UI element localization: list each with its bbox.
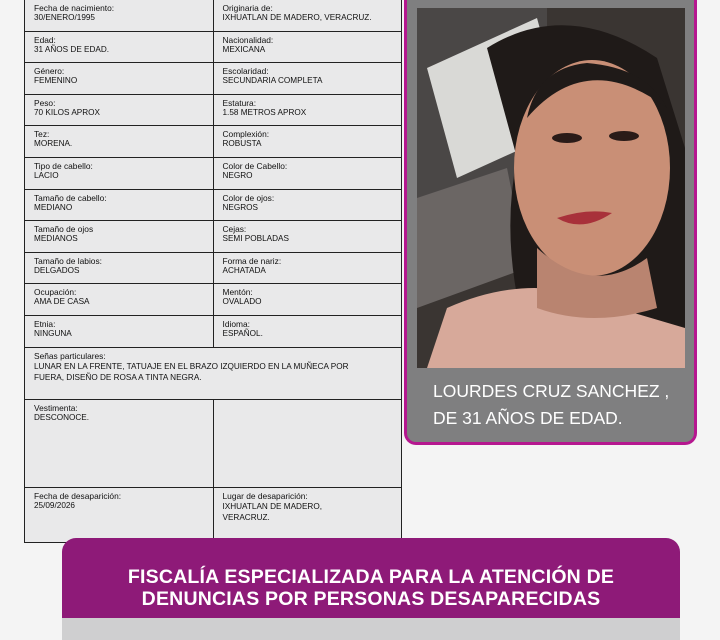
- field-label: Tez:: [34, 129, 50, 140]
- banner-line-2: DENUNCIAS POR PERSONAS DESAPARECIDAS: [141, 588, 601, 610]
- field-label: Idioma:: [222, 319, 250, 329]
- field-etnia: [25, 316, 213, 347]
- photo-card: [404, 0, 697, 445]
- field-label: Tamaño de ojos: [34, 224, 94, 235]
- footer-strip: [62, 618, 680, 640]
- field-label: Originaria de:: [222, 3, 273, 13]
- field-color-de-cabello: [213, 158, 402, 189]
- field-value: DELGADOS: [34, 265, 80, 275]
- field-label: Ocupación:: [34, 287, 77, 298]
- field-tamano-de-ojos: [25, 221, 213, 252]
- banner-line-1: FISCALÍA ESPECIALIZADA PARA LA ATENCIÓN DE: [127, 566, 615, 588]
- field-label: Peso:: [34, 97, 56, 108]
- sheet-row: [25, 400, 401, 488]
- sheet-row: [25, 32, 401, 64]
- field-menton: [213, 284, 402, 315]
- field-value: ACHATADA: [222, 265, 266, 275]
- field-label: Tamaño de labios:: [34, 255, 102, 266]
- missing-person-name: [433, 378, 693, 432]
- field-label: Color de ojos:: [222, 192, 275, 203]
- sheet-row: [25, 190, 401, 222]
- agency-banner: [62, 538, 680, 618]
- field-value: NINGUNA: [34, 329, 72, 338]
- field-nacionalidad: [213, 32, 402, 63]
- field-escolaridad: [213, 63, 402, 94]
- sheet-row: [25, 348, 401, 400]
- field-value: 25/09/2026: [34, 500, 75, 510]
- field-value: IXHUATLAN DE MADERO, VERACRUZ.: [222, 13, 372, 22]
- field-value: ROBUSTA: [222, 139, 262, 149]
- field-label: Fecha de desaparición:: [34, 490, 122, 501]
- name-line-2: DE 31 AÑOS DE EDAD.: [433, 408, 623, 428]
- field-value: FEMENINO: [34, 76, 78, 86]
- field-label: Tipo de cabello:: [34, 161, 93, 171]
- field-label: Complexión:: [222, 129, 270, 140]
- field-label: Mentón:: [222, 287, 253, 298]
- field-value: MEDIANO: [34, 202, 73, 212]
- field-value: LACIO: [34, 171, 59, 180]
- field-label: Color de Cabello:: [222, 161, 288, 171]
- field-label: Escolaridad:: [222, 66, 269, 77]
- field-value: 1.58 METROS APROX: [222, 107, 307, 117]
- field-fecha-de-nacimiento: [25, 0, 213, 31]
- sheet-row: [25, 158, 401, 190]
- field-value: MEXICANA: [222, 44, 266, 54]
- field-senas-particulares: [25, 348, 401, 399]
- sheet-row: [25, 126, 401, 158]
- sheet-row: [25, 0, 401, 32]
- name-line-1: LOURDES CRUZ SANCHEZ ,: [433, 381, 670, 401]
- field-label: Género:: [34, 66, 65, 77]
- person-photo-illustration: [417, 8, 685, 368]
- field-value: OVALADO: [222, 297, 262, 307]
- field-label: Fecha de nacimiento:: [34, 3, 115, 13]
- person-photo: [417, 8, 685, 368]
- field-label: Cejas:: [222, 224, 247, 235]
- sheet-row: [25, 253, 401, 285]
- field-tez: [25, 126, 213, 157]
- field-label: Edad:: [34, 34, 56, 45]
- sheet-row: [25, 63, 401, 95]
- field-genero: [25, 63, 213, 94]
- sheet-row: [25, 95, 401, 127]
- field-edad: [25, 32, 213, 63]
- field-originaria-de: [213, 0, 402, 31]
- field-value: 30/ENERO/1995: [34, 13, 95, 22]
- field-value: MORENA.: [34, 139, 73, 149]
- field-peso: [25, 95, 213, 126]
- field-lugar-de-desaparicion: [213, 488, 402, 543]
- field-complexion: [213, 126, 402, 157]
- field-tamano-de-cabello: [25, 190, 213, 221]
- field-label: Etnia:: [34, 319, 56, 329]
- sheet-row: [25, 284, 401, 316]
- field-label: Vestimenta:: [34, 402, 78, 413]
- field-value: DESCONOCE.: [34, 412, 90, 422]
- field-label: Forma de nariz:: [222, 255, 282, 266]
- field-value: NEGROS: [222, 202, 258, 212]
- field-value: NEGRO: [222, 171, 253, 180]
- field-color-de-ojos: [213, 190, 402, 221]
- field-value: MEDIANOS: [34, 234, 78, 244]
- field-tamano-de-labios: [25, 253, 213, 284]
- field-estatura: [213, 95, 402, 126]
- field-value: 70 KILOS APROX: [34, 107, 100, 117]
- field-fecha-de-desaparicion: [25, 488, 213, 543]
- field-value: SECUNDARIA COMPLETA: [222, 76, 323, 86]
- field-ocupacion: [25, 284, 213, 315]
- data-sheet: [24, 0, 402, 543]
- sheet-row: [25, 316, 401, 348]
- field-value: ESPAÑOL.: [222, 329, 263, 338]
- field-cejas: [213, 221, 402, 252]
- field-label: Nacionalidad:: [222, 34, 274, 45]
- field-label: Señas particulares:: [34, 350, 106, 361]
- field-label: Tamaño de cabello:: [34, 192, 107, 203]
- field-forma-de-nariz: [213, 253, 402, 284]
- field-value: 31 AÑOS DE EDAD.: [34, 44, 110, 54]
- field-tipo-de-cabello: [25, 158, 213, 189]
- field-value: AMA DE CASA: [34, 297, 90, 307]
- sheet-row: [25, 221, 401, 253]
- field-label: Lugar de desaparición:: [222, 490, 308, 501]
- field-value: LUNAR EN LA FRENTE, TATUAJE EN EL BRAZO IZQUIERDO EN LA MUÑECA POR FUERA, DISEÑO DE ROSA A TINTA NEGRA.: [34, 361, 349, 382]
- field-vestimenta: [25, 400, 213, 487]
- field-label: Estatura:: [222, 97, 257, 108]
- field-value: SEMI POBLADAS: [222, 234, 289, 244]
- sheet-row: [25, 488, 401, 543]
- blank-cell: [213, 400, 402, 487]
- field-value: IXHUATLAN DE MADERO, VERACRUZ.: [222, 501, 322, 522]
- field-idioma: [213, 316, 402, 347]
